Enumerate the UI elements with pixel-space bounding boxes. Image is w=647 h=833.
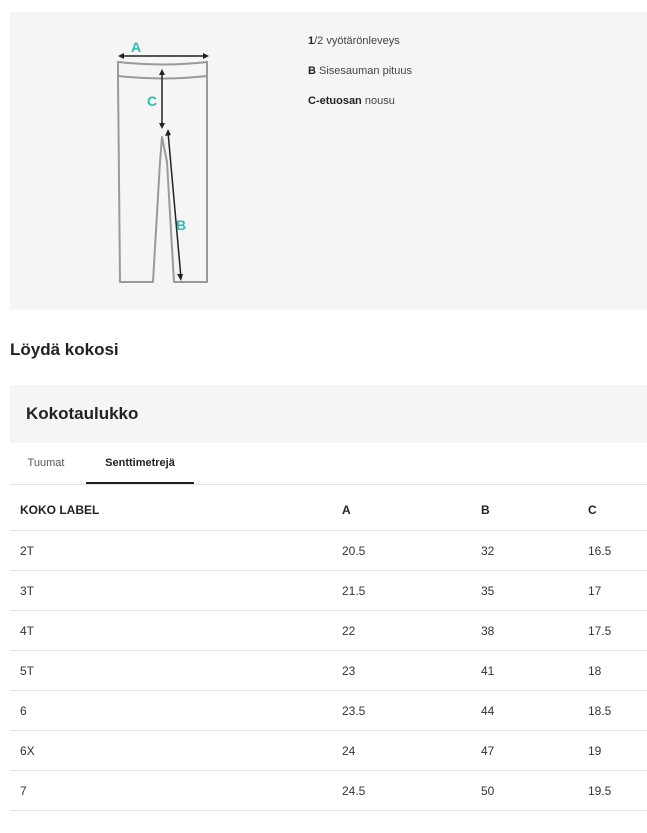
legend-item-c	[308, 94, 412, 124]
cell-a: 20.5	[342, 531, 481, 571]
cell-b: 50	[481, 771, 588, 811]
cell-size-label: 4T	[10, 611, 342, 651]
cell-c: 19.5	[588, 771, 647, 811]
table-row	[10, 571, 647, 611]
cell-a: 21.5	[342, 571, 481, 611]
cell-size-label: 5T	[10, 651, 342, 691]
column-header-size-label: KOKO LABEL	[10, 490, 342, 531]
cell-b: 44	[481, 691, 588, 731]
table-header-row	[10, 490, 647, 531]
column-header-c: C	[588, 490, 647, 531]
cell-c: 18	[588, 651, 647, 691]
unit-tabs	[10, 443, 647, 485]
cell-b: 47	[481, 731, 588, 771]
legend-text: nousu	[361, 95, 395, 107]
cell-c: 16.5	[588, 531, 647, 571]
marker-b: B	[176, 217, 187, 233]
cell-size-label: 7	[10, 771, 342, 811]
measurement-diagram-panel	[10, 12, 647, 310]
legend-key: 1	[308, 35, 315, 47]
size-table	[10, 490, 647, 811]
size-chart-title: Kokotaulukko	[26, 404, 139, 423]
legend-item-b	[308, 64, 412, 94]
tab-inches[interactable]: Tuumat	[27, 457, 65, 469]
table-row	[10, 651, 647, 691]
legend-text: /2 vyötärönleveys	[314, 35, 400, 47]
column-header-b: B	[481, 490, 588, 531]
legend-key: C-etuosan	[308, 95, 362, 107]
cell-b: 38	[481, 611, 588, 651]
tab-centimeters[interactable]: Senttimetrejä	[86, 443, 194, 484]
arrow-b	[165, 129, 183, 281]
cell-b: 41	[481, 651, 588, 691]
marker-a: A	[131, 39, 142, 55]
cell-b: 32	[481, 531, 588, 571]
marker-c: C	[147, 93, 158, 109]
legend-item-a	[308, 34, 412, 64]
column-header-a: A	[342, 490, 481, 531]
table-row	[10, 691, 647, 731]
cell-a: 23	[342, 651, 481, 691]
find-size-heading: Löydä kokosi	[10, 340, 119, 359]
cell-c: 19	[588, 731, 647, 771]
cell-size-label: 2T	[10, 531, 342, 571]
measurement-legend	[308, 34, 412, 124]
cell-size-label: 3T	[10, 571, 342, 611]
legend-text: Sisesauman pituus	[315, 65, 412, 77]
cell-c: 17	[588, 571, 647, 611]
table-row	[10, 771, 647, 811]
cell-size-label: 6X	[10, 731, 342, 771]
cell-c: 17.5	[588, 611, 647, 651]
size-chart-header	[10, 385, 647, 443]
cell-a: 24.5	[342, 771, 481, 811]
cell-a: 23.5	[342, 691, 481, 731]
legend-key: B	[308, 65, 316, 77]
cell-size-label: 6	[10, 691, 342, 731]
cell-c: 18.5	[588, 691, 647, 731]
cell-a: 22	[342, 611, 481, 651]
table-row	[10, 731, 647, 771]
cell-b: 35	[481, 571, 588, 611]
cell-a: 24	[342, 731, 481, 771]
table-row	[10, 531, 647, 571]
table-row	[10, 611, 647, 651]
